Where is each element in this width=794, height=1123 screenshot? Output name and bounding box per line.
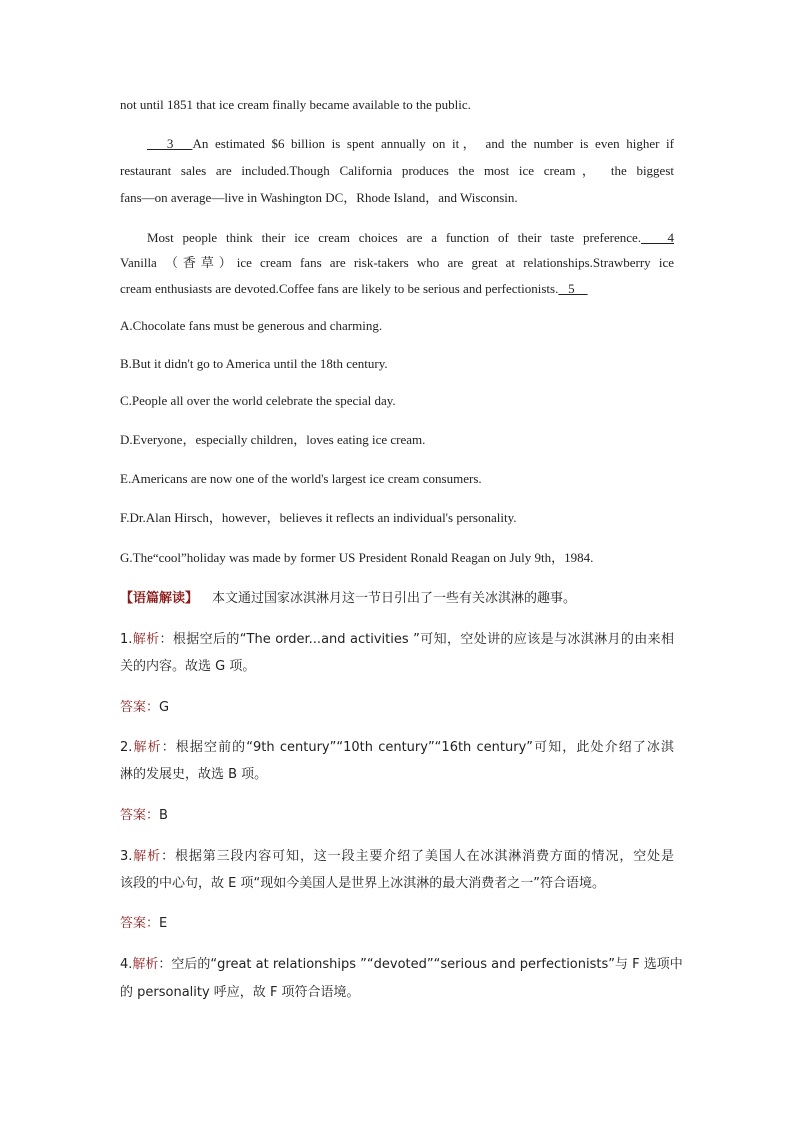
analysis-3-line2: 该段的中心句，故 E 项“现如今美国人是世界上冰淇淋的最大消费者之一”符合语境。: [120, 876, 605, 891]
option-b: B.But it didn't go to America until the 18th century.: [120, 356, 388, 371]
analysis-label: 解析: [132, 740, 162, 755]
answer-3: 答案：E: [120, 916, 168, 931]
option-a: A.Chocolate fans must be generous and charming.: [120, 318, 383, 333]
passage-p2-last-line: not until 1851 that ice cream finally became available to the public.: [120, 97, 471, 112]
blank-5: 5: [558, 281, 588, 296]
passage-p3-line3: fans—on average—live in Washington DC，Rhode Island，and Wisconsin.: [120, 190, 518, 205]
answer-1: 答案：G: [120, 700, 170, 715]
analysis-4-line1: 4.解析：空后的“great at relationships ”“devoted”“serious and perfectionists”与 F 选项中: [120, 957, 683, 972]
analysis-1-line2: 关的内容。故选 G 项。: [120, 659, 256, 674]
blank-4: 4: [641, 230, 674, 245]
option-d: D.Everyone，especially children，loves eating ice cream.: [120, 432, 426, 447]
option-f: F.Dr.Alan Hirsch，however，believes it reflects an individual's personality.: [120, 510, 517, 525]
option-e: E.Americans are now one of the world's largest ice cream consumers.: [120, 471, 482, 486]
passage-p4-line2: Vanilla （香草）ice cream fans are risk-takers who are great at relationships.Strawberry ice: [120, 255, 674, 270]
passage-p3-line1: 3 An estimated $6 billion is spent annually on it， and the number is even higher if: [147, 136, 674, 151]
analysis-label: 解析: [132, 632, 160, 647]
passage-p3-line2: restaurant sales are included.Though California produces the most ice cream， the biggest: [120, 163, 674, 178]
analysis-1-line1: 1.解析：根据空后的“The order...and activities ”可知，空处讲的应该是与冰淇淋月的由来相: [120, 632, 674, 647]
analysis-label: 解析: [132, 849, 162, 864]
passage-p4-line1: Most people think their ice cream choices are a function of their taste preference. 4: [147, 230, 674, 245]
passage-p4-line3: cream enthusiasts are devoted.Coffee fans are likely to be serious and perfectionists. 5: [120, 281, 588, 296]
analysis-2-line2: 淋的发展史，故选 B 项。: [120, 767, 268, 782]
analysis-3-line1: 3.解析：根据第三段内容可知，这一段主要介绍了美国人在冰淇淋消费方面的情况，空处是: [120, 849, 674, 864]
blank-3: 3: [147, 136, 193, 151]
summary-text: 本文通过国家冰淇淋月这一节日引出了一些有关冰淇淋的趣事。: [212, 591, 577, 606]
summary: [120, 591, 674, 607]
analysis-label: 解析: [132, 957, 159, 972]
summary-label: 【语篇解读】: [120, 591, 199, 606]
answer-2: 答案：B: [120, 808, 168, 823]
analysis-4-line2: 的 personality 呼应，故 F 项符合语境。: [120, 985, 360, 1000]
option-c: C.People all over the world celebrate the special day.: [120, 393, 396, 408]
option-g: G.The“cool”holiday was made by former US President Ronald Reagan on July 9th，1984.: [120, 550, 594, 565]
analysis-2-line1: 2.解析：根据空前的“9th century”“10th century”“16th century”可知，此处介绍了冰淇: [120, 740, 674, 755]
